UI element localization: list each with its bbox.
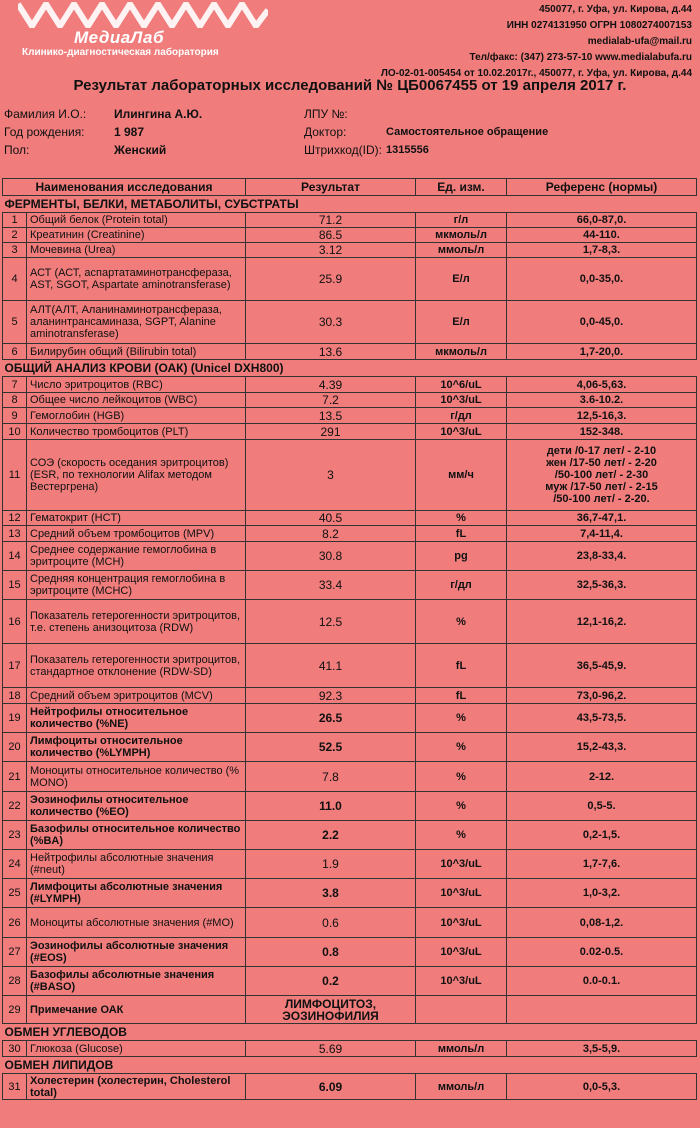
test-reference: 0,08-1,2. [507, 908, 697, 938]
row-number: 29 [3, 996, 27, 1024]
patient-year: 1 987 [114, 125, 145, 139]
row-number: 24 [3, 850, 27, 879]
test-reference: 1,7-8,3. [507, 243, 697, 258]
row-number: 19 [3, 704, 27, 733]
test-unit: 10^6/uL [416, 377, 507, 393]
test-result: 291 [246, 424, 416, 440]
row-number: 12 [3, 511, 27, 526]
table-row [3, 1041, 697, 1057]
header-unit: Ед. изм. [416, 179, 507, 196]
contact-email: medialab-ufa@mail.ru [587, 36, 692, 47]
contact-inn: ИНН 0274131950 ОГРН 1080274007153 [506, 20, 692, 31]
table-row [3, 850, 697, 879]
row-number: 6 [3, 344, 27, 360]
table-row [3, 688, 697, 704]
test-result: 0.2 [246, 967, 416, 996]
section-title: ОБЩИЙ АНАЛИЗ КРОВИ (ОАК) (Unicel DXH800) [4, 361, 284, 375]
test-result: 26.5 [246, 704, 416, 733]
test-unit: pg [416, 542, 507, 571]
test-result: 6.09 [246, 1074, 416, 1100]
test-name: Глюкоза (Glucose) [27, 1041, 246, 1057]
row-number: 21 [3, 762, 27, 792]
test-reference: 44-110. [507, 228, 697, 243]
row-number: 5 [3, 301, 27, 344]
table-row [3, 792, 697, 821]
test-unit: 10^3/uL [416, 967, 507, 996]
test-name: Нейтрофилы относительное количество (%NE) [27, 704, 246, 733]
test-unit: 10^3/uL [416, 393, 507, 408]
results-table [2, 178, 697, 1100]
test-result: 40.5 [246, 511, 416, 526]
test-unit: мкмоль/л [416, 228, 507, 243]
test-reference: 0,5-5. [507, 792, 697, 821]
test-result: 52.5 [246, 733, 416, 762]
test-reference: 0,0-35,0. [507, 258, 697, 301]
table-row [3, 762, 697, 792]
header-name: Наименования исследования [3, 179, 246, 196]
row-number: 10 [3, 424, 27, 440]
table-row [3, 213, 697, 228]
row-number: 16 [3, 600, 27, 644]
test-reference: дети /0-17 лет/ - 2-10 жен /17-50 лет/ - 2-20 /50-100 лет/ - 2-30 муж /17-50 лет/ - 2-15 /50-100 лет/ - 2-20. [507, 440, 697, 511]
row-number: 11 [3, 440, 27, 511]
test-result: 41.1 [246, 644, 416, 688]
section-header [3, 360, 697, 377]
test-unit: 10^3/uL [416, 879, 507, 908]
test-unit: ммоль/л [416, 243, 507, 258]
row-number: 18 [3, 688, 27, 704]
test-result: 3.12 [246, 243, 416, 258]
row-number: 17 [3, 644, 27, 688]
results-body [3, 196, 697, 1100]
contact-address: 450077, г. Уфа, ул. Кирова, д.44 [539, 4, 692, 15]
table-row [3, 644, 697, 688]
test-name: Общий белок (Protein total) [27, 213, 246, 228]
test-name: Билирубин общий (Bilirubin total) [27, 344, 246, 360]
test-unit: 10^3/uL [416, 424, 507, 440]
table-row [3, 967, 697, 996]
test-reference: 3.6-10.2. [507, 393, 697, 408]
table-row [3, 908, 697, 938]
test-name: Эозинофилы абсолютные значения (#EOS) [27, 938, 246, 967]
table-row [3, 542, 697, 571]
test-name: Лимфоциты относительное количество (%LYMPH) [27, 733, 246, 762]
test-reference: 43,5-73,5. [507, 704, 697, 733]
section-header [3, 1057, 697, 1074]
test-reference: 12,5-16,3. [507, 408, 697, 424]
test-reference: 0.0-0.1. [507, 967, 697, 996]
test-name: Эозинофилы относительное количество (%EO) [27, 792, 246, 821]
test-unit: г/дл [416, 571, 507, 600]
patient-name: Илингина А.Ю. [114, 107, 203, 121]
row-number: 30 [3, 1041, 27, 1057]
test-name: АСТ (АСТ, аспартатаминотрансфераза, AST, SGOT, Aspartate aminotransferase) [27, 258, 246, 301]
test-unit: 10^3/uL [416, 908, 507, 938]
table-row [3, 704, 697, 733]
test-reference: 15,2-43,3. [507, 733, 697, 762]
row-number: 2 [3, 228, 27, 243]
test-name: Показатель гетерогенности эритроцитов, стандартное отклонение (RDW-SD) [27, 644, 246, 688]
table-row [3, 377, 697, 393]
test-reference: 36,5-45,9. [507, 644, 697, 688]
test-unit: % [416, 511, 507, 526]
table-row [3, 344, 697, 360]
row-number: 4 [3, 258, 27, 301]
table-row [3, 571, 697, 600]
contact-phone: Тел/факс: (347) 273-57-10 www.medialabufa.ru [469, 52, 692, 63]
table-row [3, 408, 697, 424]
year-label: Год рождения: [4, 125, 85, 139]
test-reference [507, 996, 697, 1024]
test-unit: ммоль/л [416, 1074, 507, 1100]
test-name: Базофилы абсолютные значения (#BASO) [27, 967, 246, 996]
test-unit: fL [416, 688, 507, 704]
test-result: 13.6 [246, 344, 416, 360]
test-reference: 1,0-3,2. [507, 879, 697, 908]
logo-wave-icon [18, 2, 268, 28]
row-number: 20 [3, 733, 27, 762]
table-row [3, 301, 697, 344]
row-number: 25 [3, 879, 27, 908]
test-name: Средний объем эритроцитов (MCV) [27, 688, 246, 704]
table-header [3, 179, 697, 196]
test-unit: ммоль/л [416, 1041, 507, 1057]
test-result: 11.0 [246, 792, 416, 821]
row-number: 31 [3, 1074, 27, 1100]
test-result: 3.8 [246, 879, 416, 908]
test-unit: г/дл [416, 408, 507, 424]
test-unit: % [416, 792, 507, 821]
row-number: 13 [3, 526, 27, 542]
contact-license: ЛО-02-01-005454 от 10.02.2017г., 450077, г. Уфа, ул. Кирова, д.44 [380, 68, 692, 79]
row-number: 23 [3, 821, 27, 850]
test-name: АЛТ(АЛТ, Аланинаминотрансфераза, аланинтрансаминаза, SGPT, Alanine aminotransferase) [27, 301, 246, 344]
test-name: Моноциты абсолютные значения (#MO) [27, 908, 246, 938]
test-reference: 66,0-87,0. [507, 213, 697, 228]
page-title: Результат лабораторных исследований № ЦБ0067455 от 19 апреля 2017 г. [73, 77, 627, 94]
test-unit: г/л [416, 213, 507, 228]
patient-sex: Женский [114, 143, 167, 157]
test-unit: fL [416, 644, 507, 688]
test-name: Показатель гетерогенности эритроцитов, т.е. степень анизоцитоза (RDW) [27, 600, 246, 644]
test-reference: 73,0-96,2. [507, 688, 697, 704]
test-name: Холестерин (холестерин, Cholesterol total) [27, 1074, 246, 1100]
test-result: 1.9 [246, 850, 416, 879]
row-number: 8 [3, 393, 27, 408]
row-number: 26 [3, 908, 27, 938]
test-reference: 36,7-47,1. [507, 511, 697, 526]
test-result: 2.2 [246, 821, 416, 850]
table-row [3, 879, 697, 908]
section-header [3, 196, 697, 213]
table-row [3, 526, 697, 542]
table-row [3, 938, 697, 967]
logo-name: МедиаЛаб [74, 28, 165, 47]
row-number: 28 [3, 967, 27, 996]
table-row [3, 228, 697, 243]
test-reference: 32,5-36,3. [507, 571, 697, 600]
test-name: Примечание ОАК [27, 996, 246, 1024]
test-unit: мм/ч [416, 440, 507, 511]
row-number: 1 [3, 213, 27, 228]
logo-subtitle: Клинико-диагностическая лаборатория [22, 47, 219, 58]
table-row [3, 393, 697, 408]
test-unit: % [416, 762, 507, 792]
test-name: Средняя концентрация гемоглобина в эритроците (MCHC) [27, 571, 246, 600]
table-row [3, 243, 697, 258]
test-result: 8.2 [246, 526, 416, 542]
lab-logo [14, 2, 264, 62]
test-reference: 0,0-5,3. [507, 1074, 697, 1100]
section-title: ФЕРМЕНТЫ, БЕЛКИ, МЕТАБОЛИТЫ, СУБСТРАТЫ [4, 197, 299, 211]
sex-label: Пол: [4, 143, 30, 157]
test-result: 0.8 [246, 938, 416, 967]
test-name: Гемоглобин (HGB) [27, 408, 246, 424]
test-result: 12.5 [246, 600, 416, 644]
doctor-label: Доктор: [304, 125, 347, 139]
table-row [3, 511, 697, 526]
test-result: 92.3 [246, 688, 416, 704]
test-name: Базофилы относительное количество (%BA) [27, 821, 246, 850]
test-name: СОЭ (скорость оседания эритроцитов) (ESR, по технологии Alifax методом Вестергрена) [27, 440, 246, 511]
test-reference: 4,06-5,63. [507, 377, 697, 393]
test-result: 3 [246, 440, 416, 511]
doctor-value: Самостоятельное обращение [386, 126, 549, 138]
test-unit: Е/л [416, 301, 507, 344]
test-unit: % [416, 600, 507, 644]
row-number: 27 [3, 938, 27, 967]
row-number: 22 [3, 792, 27, 821]
test-unit: 10^3/uL [416, 850, 507, 879]
test-unit: fL [416, 526, 507, 542]
header-result: Результат [246, 179, 416, 196]
test-name: Нейтрофилы абсолютные значения (#neut) [27, 850, 246, 879]
test-result: 30.8 [246, 542, 416, 571]
lpu-label: ЛПУ №: [304, 107, 348, 121]
test-result: 30.3 [246, 301, 416, 344]
name-label: Фамилия И.О.: [4, 107, 87, 121]
test-name: Среднее содержание гемоглобина в эритроците (MCH) [27, 542, 246, 571]
table-row [3, 1074, 697, 1100]
test-result: 7.2 [246, 393, 416, 408]
test-result: 25.9 [246, 258, 416, 301]
test-reference: 7,4-11,4. [507, 526, 697, 542]
row-number: 9 [3, 408, 27, 424]
test-unit: % [416, 733, 507, 762]
section-header [3, 1024, 697, 1041]
barcode-label: Штрихкод(ID): [304, 143, 382, 157]
test-reference: 2-12. [507, 762, 697, 792]
test-reference: 1,7-20,0. [507, 344, 697, 360]
test-reference: 0,0-45,0. [507, 301, 697, 344]
test-name: Число эритроцитов (RBC) [27, 377, 246, 393]
test-result: 13.5 [246, 408, 416, 424]
test-result: 5.69 [246, 1041, 416, 1057]
test-unit: % [416, 821, 507, 850]
test-reference: 12,1-16,2. [507, 600, 697, 644]
test-reference: 0.02-0.5. [507, 938, 697, 967]
test-unit: мкмоль/л [416, 344, 507, 360]
test-reference: 1,7-7,6. [507, 850, 697, 879]
test-name: Гематокрит (HCT) [27, 511, 246, 526]
table-row [3, 258, 697, 301]
test-unit: Е/л [416, 258, 507, 301]
test-name: Общее число лейкоцитов (WBC) [27, 393, 246, 408]
row-number: 7 [3, 377, 27, 393]
table-row [3, 733, 697, 762]
section-title: ОБМЕН ЛИПИДОВ [4, 1058, 114, 1072]
lab-contacts [381, 2, 692, 82]
row-number: 3 [3, 243, 27, 258]
test-unit [416, 996, 507, 1024]
table-row [3, 600, 697, 644]
test-name: Лимфоциты абсолютные значения (#LYMPH) [27, 879, 246, 908]
test-result: ЛИМФОЦИТОЗ, ЭОЗИНОФИЛИЯ [246, 996, 416, 1024]
section-title: ОБМЕН УГЛЕВОДОВ [4, 1025, 127, 1039]
test-result: 0.6 [246, 908, 416, 938]
test-name: Моноциты относительное количество (% MONO) [27, 762, 246, 792]
test-result: 86.5 [246, 228, 416, 243]
test-result: 7.8 [246, 762, 416, 792]
test-unit: 10^3/uL [416, 938, 507, 967]
row-number: 14 [3, 542, 27, 571]
test-name: Средний объем тромбоцитов (MPV) [27, 526, 246, 542]
barcode-value: 1315556 [386, 144, 429, 156]
table-row [3, 821, 697, 850]
test-name: Количество тромбоцитов (PLT) [27, 424, 246, 440]
test-name: Креатинин (Creatinine) [27, 228, 246, 243]
test-name: Мочевина (Urea) [27, 243, 246, 258]
test-reference: 3,5-5,9. [507, 1041, 697, 1057]
header-reference: Референс (нормы) [507, 179, 697, 196]
table-row [3, 424, 697, 440]
test-unit: % [416, 704, 507, 733]
table-row [3, 996, 697, 1024]
test-result: 33.4 [246, 571, 416, 600]
test-reference: 152-348. [507, 424, 697, 440]
test-result: 4.39 [246, 377, 416, 393]
row-number: 15 [3, 571, 27, 600]
test-result: 71.2 [246, 213, 416, 228]
test-reference: 0,2-1,5. [507, 821, 697, 850]
test-reference: 23,8-33,4. [507, 542, 697, 571]
table-row [3, 440, 697, 511]
